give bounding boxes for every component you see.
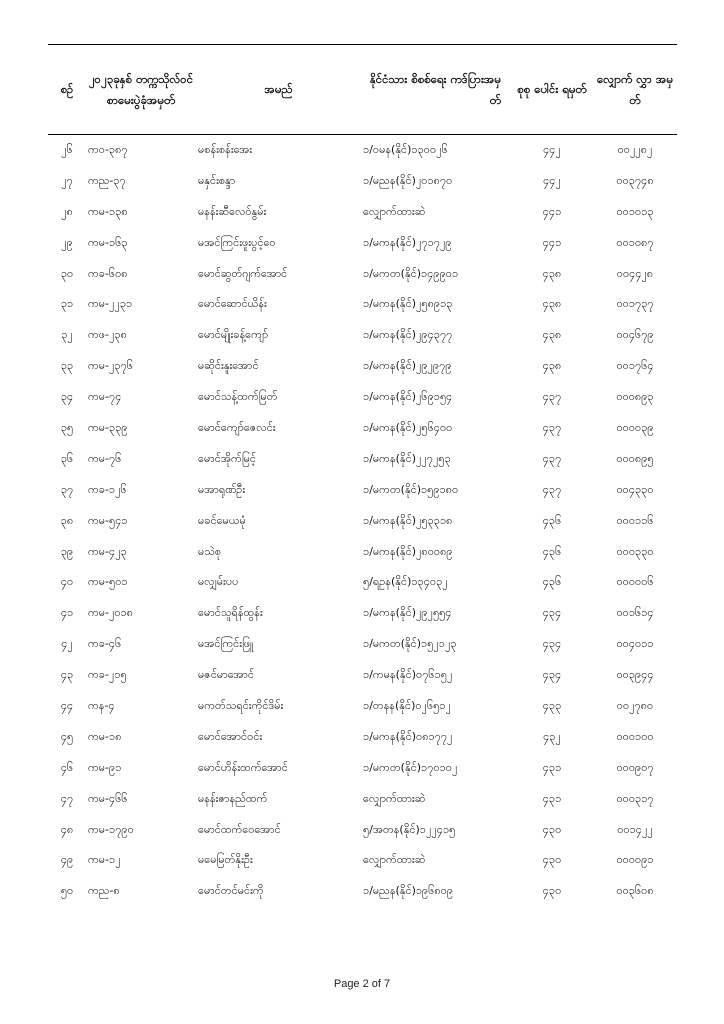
cell-serial-no: ၄၃ — [60, 668, 74, 682]
table-row — [48, 814, 677, 845]
cell-serial-no: ၃၆ — [60, 451, 74, 465]
cell-name: မစန်းစန်းအေး — [198, 143, 253, 157]
header-application-number: လျှောက် လွှာ အမှတ် — [593, 45, 677, 135]
cell-nrc-number: ၅/အတန(နိုင်)၁၂၂၄၁၅ — [363, 822, 456, 836]
cell-nrc-number: ၁/မညန(နိုင်)၁၉၆၈၀၉ — [363, 884, 454, 898]
cell-name: မနန်းဆီလေဝ်နွမ်း — [198, 204, 267, 218]
table-row — [48, 721, 677, 752]
table-row — [48, 752, 677, 783]
cell-total-marks: ၄၃၄ — [542, 606, 562, 620]
cell-nrc-number: ၁/မကန(နိုင်)၂၅၈၉၁၃ — [363, 297, 453, 311]
cell-total-marks: ၄၃၇ — [542, 420, 562, 434]
cell-total-marks: ၄၃၈ — [542, 266, 562, 280]
cell-roll-number: ကခ-၁၂၆ — [88, 482, 127, 496]
cell-roll-number: ကမ-၄၂၃ — [88, 544, 127, 558]
cell-total-marks: ၄၃၈ — [542, 297, 562, 311]
table-row — [48, 135, 677, 166]
table-row — [48, 505, 677, 536]
cell-nrc-number: ၁/မကန(နိုင်)၀၈၁၇၇၂ — [363, 729, 453, 743]
cell-roll-number: ကည-၃၇ — [88, 173, 126, 187]
cell-serial-no: ၃၅ — [60, 420, 74, 434]
table-row — [48, 351, 677, 382]
cell-total-marks: ၄၃၈ — [542, 328, 562, 342]
cell-nrc-number: ၁/မညန(နိုင်)၂၀၁၈၇၀ — [363, 173, 453, 187]
cell-nrc-number: ၁/မကန(နိုင်)၂၈၀၀၈၉ — [363, 544, 453, 558]
cell-roll-number: ကမ-၁၈ — [88, 729, 122, 743]
cell-roll-number: ကမ-၂၀၁၈ — [88, 606, 134, 620]
table-row — [48, 227, 677, 258]
cell-nrc-number: ၁/တနန(နိုင်)၀၂၆၅၁၂ — [363, 698, 451, 712]
cell-application-number: ၀၀၄၆၇၉ — [616, 328, 654, 342]
cell-name: မောင်ဆောင်ယိန်း — [198, 297, 267, 311]
cell-name: မခင်မေယမုံ — [198, 513, 246, 527]
table-row — [48, 382, 677, 413]
cell-application-number: ၀၀၄၄၂၈ — [616, 266, 654, 280]
cell-name: မနှင်းစန္ဒာ — [198, 173, 236, 187]
cell-total-marks: ၄၄၁ — [542, 204, 562, 218]
cell-application-number: ၀၀၀၈၉၃ — [616, 390, 654, 404]
cell-serial-no: ၃၂ — [61, 328, 73, 342]
cell-serial-no: ၃၀ — [60, 266, 74, 280]
table-row — [48, 474, 677, 505]
cell-application-number: ၀၀၀၀၉၁ — [616, 853, 654, 867]
cell-serial-no: ၂၉ — [61, 235, 73, 249]
cell-serial-no: ၄၈ — [60, 822, 74, 836]
cell-nrc-number: ၁/ဝမန(နိုင်)၁၃၀၀၂၆ — [363, 143, 448, 157]
cell-name: မောင်သူရိန်ထွန်း — [198, 606, 263, 620]
cell-roll-number: ကန-၄ — [88, 698, 115, 712]
cell-name: မောင်တင်မင်းကို — [198, 884, 264, 898]
cell-application-number: ၀၀၃၇၄၈ — [616, 173, 654, 187]
cell-roll-number: ကမ-၅၀၁ — [88, 575, 128, 589]
cell-serial-no: ၂၆ — [61, 143, 73, 157]
cell-application-number: ၀၀၂၂၈၂ — [617, 143, 653, 157]
cell-application-number: ၀၀၁၀၈၇ — [616, 235, 654, 249]
cell-application-number: ၀၀၄၀၁၁ — [616, 637, 654, 651]
cell-application-number: ၀၀၃၆၀၈ — [616, 884, 654, 898]
cell-application-number: ၀၀၁၇၆၄ — [616, 359, 654, 373]
cell-nrc-number: ၁/မကတ(နိုင်)၁၅၉၁၈၀ — [363, 482, 459, 496]
cell-roll-number: ကဝ-၃၈၇ — [88, 143, 128, 157]
cell-nrc-number: ၁/မကန(နိုင်)၂၅၃၃၁၈ — [363, 513, 453, 527]
cell-application-number: ၀၀၂၇၈၀ — [616, 698, 654, 712]
cell-name: မသဲစု — [198, 544, 222, 558]
cell-total-marks: ၄၃၆ — [542, 575, 562, 589]
cell-application-number: ၀၀၀၃၁၇ — [616, 791, 654, 805]
cell-serial-no: ၄၅ — [60, 729, 74, 743]
table-row — [48, 629, 677, 660]
cell-application-number: ၀၀၀၈၉၅ — [616, 451, 654, 465]
cell-serial-no: ၄၁ — [60, 606, 74, 620]
cell-total-marks: ၄၃၆ — [542, 513, 562, 527]
cell-total-marks: ၄၃၈ — [542, 359, 562, 373]
header-serial-no: စဉ် — [48, 45, 86, 135]
cell-application-number: ၀၀၁၀၁၃ — [616, 204, 654, 218]
cell-serial-no: ၄၇ — [60, 791, 74, 805]
cell-roll-number: ကခ-၄၆ — [88, 637, 122, 651]
cell-name: မနန်းဇာနည်ထက် — [198, 791, 268, 805]
cell-total-marks: ၄၃၄ — [542, 668, 562, 682]
cell-name: မောင်ဆွတ်ဂျက်အောင် — [198, 266, 288, 280]
cell-nrc-number: ၁/မကန(နိုင်)၂၇၁၇၂၉ — [363, 235, 452, 249]
cell-name: မအင်ကြင်းဖြူ — [198, 637, 254, 651]
cell-nrc-number: ၅/ရဥန(နိုင်)၁၃၄၀၃၂ — [363, 575, 448, 589]
cell-application-number: ၀၀၀၁၁၆ — [616, 513, 654, 527]
cell-roll-number: ကခ-၂၁၅ — [88, 668, 127, 682]
cell-name: မအာရုဏ်ဦး — [198, 482, 246, 496]
header-row — [48, 45, 677, 135]
cell-name: မဆိုင်းနူးအောင် — [198, 359, 259, 373]
cell-serial-no: ၃၉ — [60, 544, 74, 558]
table-body — [48, 135, 677, 907]
cell-application-number: ၀၀၀၀၃၉ — [616, 420, 654, 434]
cell-total-marks: ၄၃၀ — [542, 884, 562, 898]
cell-nrc-number: ၁/မကတ(နိုင်)၁၄၉၉၀၁ — [363, 266, 459, 280]
cell-roll-number: ကမ-၅၄၁ — [88, 513, 128, 527]
cell-roll-number: ကမ-၉၁ — [88, 760, 122, 774]
table-row — [48, 691, 677, 722]
table-header — [48, 45, 677, 135]
cell-total-marks: ၄၃၇ — [542, 390, 562, 404]
cell-application-number: ၀၀၁၇၃၇ — [616, 297, 654, 311]
cell-name: မလျှမ်းပပ — [198, 575, 239, 589]
cell-roll-number: ကမ-၁၇၉၀ — [88, 822, 134, 836]
cell-roll-number: ကမ-၇၄ — [88, 390, 122, 404]
cell-serial-no: ၄၆ — [60, 760, 74, 774]
cell-nrc-number: ၁/မကန(နိုင်)၂၅၆၄၀၀ — [363, 420, 453, 434]
cell-total-marks: ၄၃၄ — [542, 637, 562, 651]
page-number-footer: Page 2 of 7 — [333, 978, 391, 990]
cell-name: မအင်ကြင်းဖူးပွင့်ဝေ — [198, 235, 276, 249]
table-row — [48, 289, 677, 320]
table-row — [48, 320, 677, 351]
cell-nrc-number: ၁/မကန(နိုင်)၂၆၉၁၅၄ — [363, 390, 453, 404]
cell-name: မောင်ဟိန်းထက်အောင် — [198, 760, 288, 774]
table-row — [48, 598, 677, 629]
table-row — [48, 196, 677, 227]
header-name: အမည် — [196, 45, 361, 135]
header-nrc-number: နိုင်ငံသား စိစစ်ရေး ကဒ်ပြားအမှတ် — [361, 45, 511, 135]
table-row — [48, 845, 677, 876]
cell-roll-number: ကမ-၂၃၇၆ — [88, 359, 133, 373]
cell-serial-no: ၂၈ — [61, 204, 73, 218]
cell-application-number: ၀၀၃၉၄၄ — [616, 668, 654, 682]
cell-nrc-number: ၁/ကမန(နိုင်)၀၇၆၁၅၂ — [363, 668, 453, 682]
cell-name: မောင်မျိုးခန့်ကျော် — [198, 328, 269, 342]
cell-nrc-number: ၁/မကတ(နိုင်)၁၅၂၁၂၃ — [363, 637, 457, 651]
cell-roll-number: ကမ-၃၃၉ — [88, 420, 128, 434]
cell-roll-number: ကမ-၇၆ — [88, 451, 122, 465]
cell-nrc-number: လျှောက်ထားဆဲ — [363, 204, 426, 218]
cell-application-number: ၀၀၁၄၂၂ — [617, 822, 653, 836]
cell-nrc-number: ၁/မကန(နိုင်)၂၂၇၂၅၃ — [363, 451, 451, 465]
cell-name: မောင်ကျော်ဇေလင်း — [198, 420, 276, 434]
cell-serial-no: ၃၃ — [60, 359, 74, 373]
cell-roll-number: ကခ-၆၀၈ — [88, 266, 128, 280]
cell-total-marks: ၄၄၂ — [543, 143, 561, 157]
cell-total-marks: ၄၃၁ — [542, 791, 562, 805]
cell-name: မမေမြတ်နိုးဦး — [198, 853, 253, 867]
cell-total-marks: ၄၃၆ — [542, 544, 562, 558]
cell-name: မောင်အိုက်မြင့် — [198, 451, 256, 465]
cell-serial-no: ၄၀ — [60, 575, 74, 589]
cell-nrc-number: ၁/မကန(နိုင်)၂၉၂၅၅၄ — [363, 606, 452, 620]
cell-name: မောင်သန့်ထက်မြတ် — [198, 390, 278, 404]
cell-nrc-number: ၁/မကတ(နိုင်)၁၇၀၁၀၂ — [363, 760, 458, 774]
cell-serial-no: ၂၇ — [61, 173, 73, 187]
cell-serial-no: ၅၀ — [60, 884, 74, 898]
cell-roll-number: ကမ-၂၂၃၁ — [88, 297, 133, 311]
cell-total-marks: ၄၄၂ — [543, 173, 561, 187]
cell-roll-number: ကမ-၁၂ — [88, 853, 121, 867]
cell-application-number: ၀၀၀၀၀၆ — [616, 575, 654, 589]
table-row — [48, 536, 677, 567]
header-roll-number: ၂၀၂၃ခုနှစ် တက္ကသိုလ်ဝင် စာမေးပွဲခုံအမှတ် — [86, 45, 196, 135]
cell-roll-number: ကဖ-၂၃၈ — [88, 328, 127, 342]
cell-nrc-number: လျှောက်ထားဆဲ — [363, 791, 426, 805]
cell-application-number: ၀၀၀၁၀၀ — [616, 729, 654, 743]
cell-roll-number: ကမ-၁၃၈ — [88, 204, 128, 218]
cell-nrc-number: လျှောက်ထားဆဲ — [363, 853, 426, 867]
results-table — [48, 44, 677, 907]
cell-serial-no: ၃၁ — [60, 297, 74, 311]
header-total-marks: စုစု ပေါင်း ရမှတ် — [511, 45, 593, 135]
table-row — [48, 413, 677, 444]
cell-serial-no: ၄၄ — [60, 698, 74, 712]
cell-name: မောင်အောင်ဝင်း — [198, 729, 263, 743]
cell-serial-no: ၃၄ — [60, 390, 74, 404]
cell-roll-number: ကမ-၄၆၆ — [88, 791, 128, 805]
cell-total-marks: ၄၃၀ — [542, 853, 562, 867]
cell-name: မဇင်မာအောင် — [198, 668, 254, 682]
cell-total-marks: ၄၃၁ — [542, 760, 562, 774]
cell-total-marks: ၄၃၇ — [542, 482, 562, 496]
table-row — [48, 443, 677, 474]
table-row — [48, 258, 677, 289]
cell-serial-no: ၃၇ — [60, 482, 74, 496]
table-row — [48, 876, 677, 907]
cell-serial-no: ၄၉ — [60, 853, 74, 867]
table-row — [48, 660, 677, 691]
cell-total-marks: ၄၃၂ — [543, 729, 561, 743]
cell-application-number: ၀၀၄၃၃၀ — [616, 482, 654, 496]
cell-total-marks: ၄၃၇ — [542, 451, 562, 465]
cell-roll-number: ကမ-၁၆၃ — [88, 235, 128, 249]
cell-total-marks: ၄၄၁ — [542, 235, 562, 249]
cell-serial-no: ၃၈ — [60, 513, 74, 527]
cell-application-number: ၀၀၀၉၀၇ — [616, 760, 654, 774]
cell-nrc-number: ၁/မကန(နိုင်)၂၉၄၃၇၇ — [363, 328, 453, 342]
table-row — [48, 783, 677, 814]
table-row — [48, 165, 677, 196]
cell-name: မကတ်သရင်းကိုင်ဒိမ်း — [198, 698, 284, 712]
cell-roll-number: ကည-၈ — [88, 884, 120, 898]
cell-name: မောင်ထက်ဝေအောင် — [198, 822, 281, 836]
cell-serial-no: ၄၂ — [61, 637, 73, 651]
cell-application-number: ၀၀၀၃၃၀ — [616, 544, 654, 558]
cell-total-marks: ၄၃၃ — [542, 698, 562, 712]
cell-application-number: ၀၀၁၆၁၄ — [616, 606, 654, 620]
cell-nrc-number: ၁/မကန(နိုင်)၂၉၂၉၇၉ — [363, 359, 452, 373]
cell-total-marks: ၄၃၀ — [542, 822, 562, 836]
table-row — [48, 567, 677, 598]
